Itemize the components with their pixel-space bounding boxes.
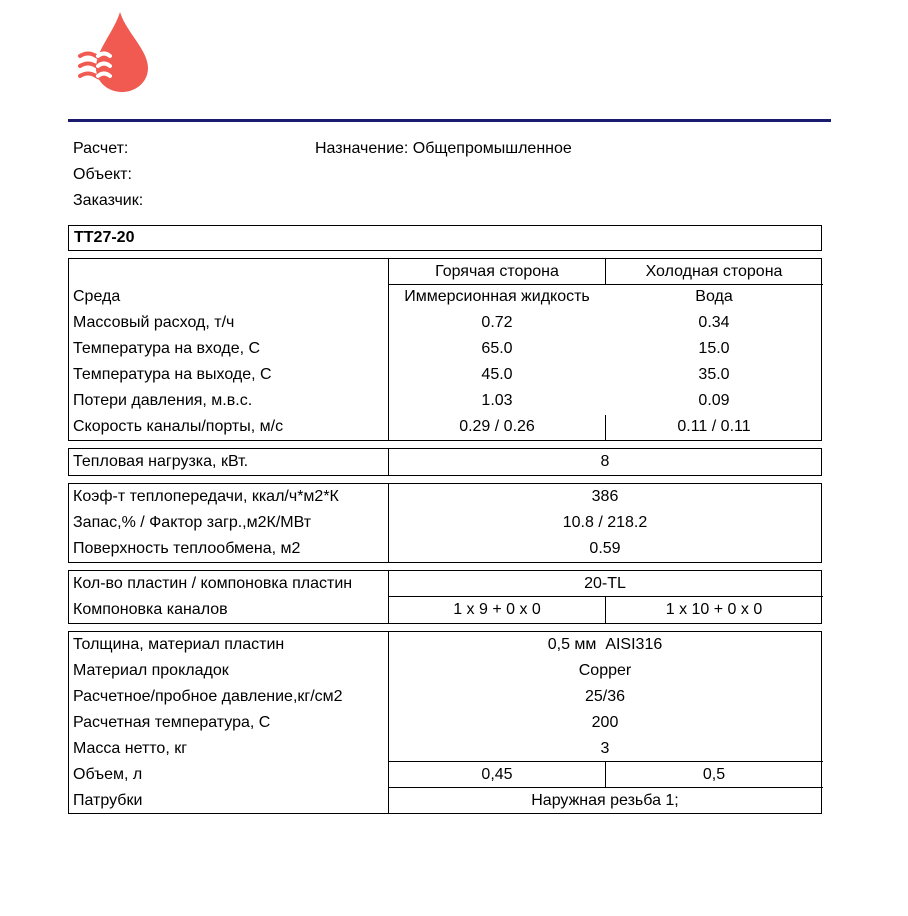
velocity-cold: 0.11 / 0.11 [677,418,751,435]
mass-value: 3 [600,740,610,757]
purpose-text: Назначение: Общепромышленное [315,140,572,157]
params-table [68,258,822,441]
nozzles-value: Наружная резьба 1; [531,792,679,809]
channels-label: Компоновка каналов [73,601,228,618]
specs-table [68,631,822,814]
coef-value: 386 [591,488,619,505]
velocity-label: Скорость каналы/порты, м/с [73,418,284,435]
dp-hot: 1.03 [481,392,513,409]
company-logo-icon [76,10,150,94]
hot-side-header: Горячая сторона [435,263,559,280]
surface-label: Поверхность теплообмена, м2 [73,540,301,557]
t-in-hot: 65.0 [481,340,513,357]
plate-count-label: Кол-во пластин / компоновка пластин [73,575,353,592]
dp-cold: 0.09 [698,392,730,409]
medium-label: Среда [73,288,121,305]
volume-label: Объем, л [73,766,143,783]
t-out-cold: 35.0 [698,366,730,383]
plate-count-value: 20-TL [584,575,626,592]
temperature-label: Расчетная температура, С [73,714,271,731]
pressure-value: 25/36 [584,688,626,705]
velocity-hot: 0.29 / 0.26 [459,418,535,435]
temperature-value: 200 [591,714,619,731]
channels-cold: 1 x 10 + 0 x 0 [665,601,763,618]
margin-value: 10.8 / 218.2 [562,514,648,531]
model-box [68,225,822,251]
medium-cold: Вода [695,288,733,305]
load-value: 8 [600,453,610,470]
t-in-label: Температура на входе, С [73,340,261,357]
volume-hot: 0,45 [481,766,513,783]
model-title: TT27-20 [74,229,135,246]
header-rule [68,119,831,122]
channels-hot: 1 x 9 + 0 x 0 [453,601,541,618]
plates-table [68,570,822,624]
coef-label: Коэф-т теплопередачи, ккал/ч*м2*К [73,488,339,505]
load-table [68,448,822,476]
customer-label: Заказчик: [73,192,144,209]
nozzles-label: Патрубки [73,792,143,809]
dp-label: Потери давления, м.в.с. [73,392,253,409]
medium-hot: Иммерсионная жидкость [404,288,590,305]
thickness-label: Толщина, материал пластин [73,636,285,653]
volume-cold: 0,5 [702,766,726,783]
margin-label: Запас,% / Фактор загр.,м2К/МВт [73,514,312,531]
t-out-hot: 45.0 [481,366,513,383]
surface-value: 0.59 [589,540,621,557]
mass-label: Масса нетто, кг [73,740,188,757]
thickness-value: 0,5 мм AISI316 [547,636,663,653]
pressure-label: Расчетное/пробное давление,кг/см2 [73,688,343,705]
flow-cold: 0.34 [698,314,730,331]
flow-label: Массовый расход, т/ч [73,314,235,331]
gasket-value: Copper [578,662,632,679]
t-in-cold: 15.0 [698,340,730,357]
cold-side-header: Холодная сторона [645,263,783,280]
load-label: Тепловая нагрузка, кВт. [73,453,249,470]
gasket-label: Материал прокладок [73,662,229,679]
calc-label: Расчет: [73,140,129,157]
thermal-table [68,483,822,563]
flow-hot: 0.72 [481,314,513,331]
t-out-label: Температура на выходе, С [73,366,272,383]
object-label: Объект: [73,166,132,183]
